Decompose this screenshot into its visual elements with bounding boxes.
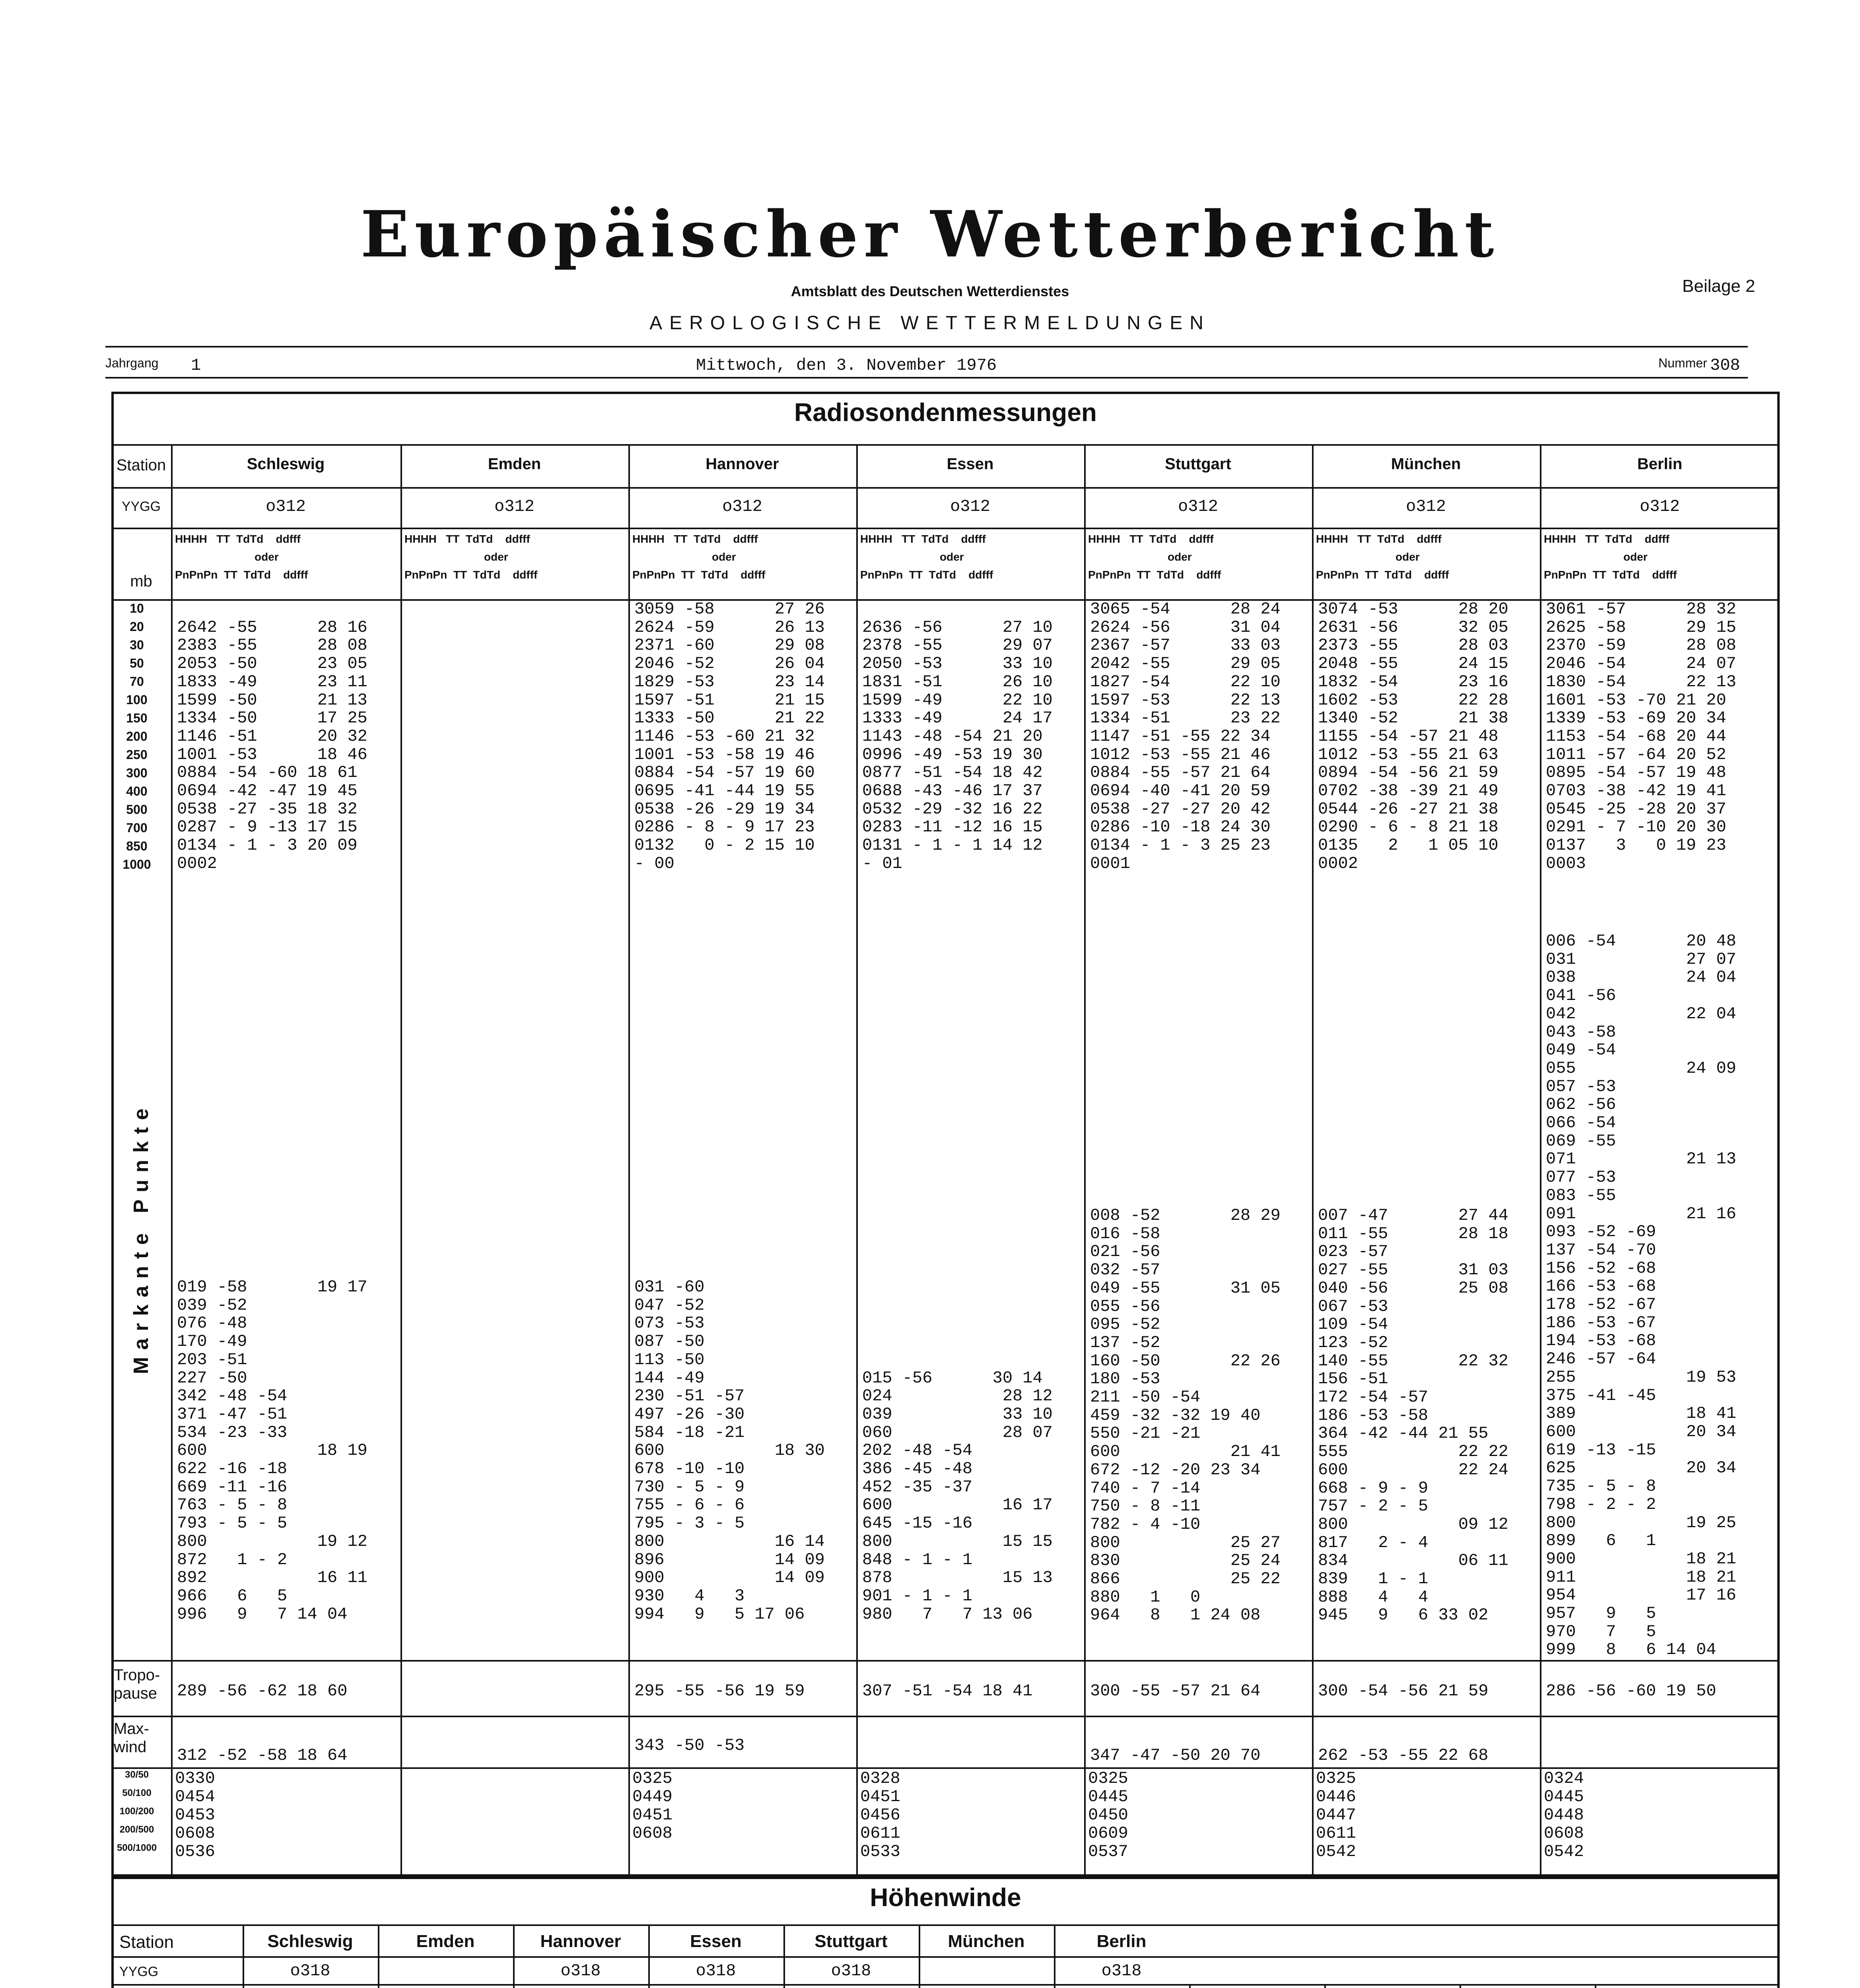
hw-station-name: Berlin [1096, 1932, 1147, 1951]
station-name: Essen [947, 455, 994, 473]
yygg-value: o312 [950, 497, 990, 516]
code-header-oder: oder [940, 551, 964, 563]
marked-points-label: Markante Punkte [130, 1101, 153, 1375]
level-label: 30 [130, 638, 144, 652]
yygg-value: o312 [722, 497, 762, 516]
shear-values: 0325 0445 0450 0609 0537 [1088, 1769, 1128, 1861]
col-divider [1324, 1984, 1326, 1988]
maxwind: 262 -53 -55 22 68 [1318, 1746, 1489, 1765]
tropopause: 295 -55 -56 19 59 [634, 1681, 805, 1701]
station-name: Emden [488, 455, 541, 473]
code-header: PnPnPn TT TdTd ddfff [860, 569, 993, 581]
code-header-oder: oder [484, 551, 508, 563]
col-divider [628, 444, 630, 1877]
jahrgang-label: Jahrgang [105, 356, 159, 370]
marked-points: 031 -60 047 -52 073 -53 087 -50 113 -50 144 -49 230 -51 -57 497 -26 -30 584 -18 -21 600 18 30 678 -10 -10 730 - 5 - 9 755 - 6 - 6 795 - 3 - 5 800 16 14 896 14 09 900 14 09 930 4 3 994 9 5 17 06 [634, 1277, 825, 1624]
marked-points: 019 -58 19 17 039 -52 076 -48 170 -49 203 -51 227 -50 342 -48 -54 371 -47 -51 534 -23 -33 600 18 19 622 -16 -18 669 -11 -16 763 - 5 - 8 793 - 5 - 5 800 19 12 872 1 - 2 892 16 11 966 6 5 996 9 7 14 04 [177, 1277, 367, 1624]
code-header-oder: oder [1395, 551, 1420, 563]
hw-yygg: o318 [290, 1961, 330, 1980]
yygg-value: o312 [1406, 497, 1446, 516]
tropopause: 300 -54 -56 21 59 [1318, 1681, 1489, 1701]
hw-station-label: Station [119, 1932, 174, 1952]
col-divider [1595, 1984, 1596, 1988]
section-title: AEROLOGISCHE WETTERMELDUNGEN [649, 313, 1211, 334]
code-header-oder: oder [1623, 551, 1648, 563]
col-divider [171, 444, 173, 1877]
marked-points: 008 -52 28 29 016 -58 021 -56 032 -57 049 -55 31 05 055 -56 095 -52 137 -52 160 -50 22 26 180 -53 211 -50 -54 459 -32 -32 19 40 550 -21 -21 600 21 41 672 -12 -20 23 34 740 - 7 -14 750 - 8 -11 782 - 4 -10 800 25 27 830 25 24 866 25 22 880 1 0 964 8 1 24 08 [1090, 1206, 1281, 1625]
std-levels: 3059 -58 27 26 2624 -59 26 13 2371 -60 29 08 2046 -52 26 04 1829 -53 23 14 1597 -51 21 15 1333 -50 21 22 1146 -53 -60 21 32 1001 -53 -58 19 46 0884 -54 -57 19 60 0695 -41 -44 19 55 0538 -26 -29 19 34 0286 - 8 - 9 17 23 0132 0 - 2 15 10 - 00 [634, 600, 825, 873]
code-header: PnPnPn TT TdTd ddfff [175, 569, 308, 581]
std-levels: 3061 -57 28 32 2625 -58 29 15 2370 -59 28 08 2046 -54 24 07 1830 -54 22 13 1601 -53 -70 21 20 1339 -53 -69 20 34 1153 -54 -68 20 44 1011 -57 -64 20 52 0895 -54 -57 19 48 0703 -38 -42 19 41 0545 -25 -28 20 37 0291 - 7 -10 20 30 0137 3 0 19 23 0003 [1546, 600, 1736, 873]
shear-values: 0330 0454 0453 0608 0536 [175, 1769, 215, 1861]
shear-label: 500/1000 [117, 1842, 157, 1853]
col-divider [856, 444, 858, 1877]
rule [111, 1984, 1780, 1986]
code-header: PnPnPn TT TdTd ddfff [632, 569, 766, 581]
level-label: 50 [130, 656, 144, 670]
tropopause: 286 -56 -60 19 50 [1546, 1681, 1716, 1701]
shear-values: 0324 0445 0448 0608 0542 [1544, 1769, 1584, 1861]
rule [111, 1767, 1780, 1769]
shear-label: 200/500 [119, 1824, 154, 1835]
code-header: HHHH TT TdTd ddfff [1544, 533, 1670, 545]
station-name: Hannover [706, 455, 779, 473]
shear-values: 0325 0449 0451 0608 [632, 1769, 672, 1843]
code-header: HHHH TT TdTd ddfff [860, 533, 986, 545]
station-row-label: Station [116, 456, 166, 474]
maxwind: 343 -50 -53 [634, 1736, 745, 1755]
hw-station-name: Hannover [540, 1932, 621, 1951]
level-label: 100 [126, 693, 148, 707]
code-header: PnPnPn TT TdTd ddfff [1544, 569, 1677, 581]
rule [111, 1924, 1780, 1926]
shear-values: 0325 0446 0447 0611 0542 [1316, 1769, 1356, 1861]
col-divider [1084, 444, 1086, 1877]
maxwind-label: Max- wind [114, 1720, 149, 1756]
rule [111, 1956, 1780, 1958]
shear-label: 100/200 [119, 1806, 154, 1817]
header-rule-bottom [105, 377, 1748, 379]
hoehenwinde-heading: Höhenwinde [870, 1883, 1021, 1912]
code-header: PnPnPn TT TdTd ddfff [404, 569, 538, 581]
hw-yygg: o318 [1101, 1961, 1142, 1980]
rule [111, 528, 1780, 529]
rule [111, 1716, 1780, 1717]
col-divider [1460, 1984, 1461, 1988]
level-label: 250 [126, 747, 148, 762]
yygg-value: o312 [266, 497, 306, 516]
code-header: PnPnPn TT TdTd ddfff [1088, 569, 1221, 581]
yygg-row-label: YYGG [121, 499, 161, 514]
marked-points: 015 -56 30 14 024 28 12 039 33 10 060 28 07 202 -48 -54 386 -45 -48 452 -35 -37 600 16 17 645 -15 -16 800 15 15 848 - 1 - 1 878 15 13 901 - 1 - 1 980 7 7 13 06 [862, 1368, 1053, 1624]
std-levels: 2642 -55 28 16 2383 -55 28 08 2053 -50 23 05 1833 -49 23 11 1599 -50 21 13 1334 -50 17 25 1146 -51 20 32 1001 -53 18 46 0884 -54 -60 18 61 0694 -42 -47 19 45 0538 -27 -35 18 32 0287 - 9 -13 17 15 0134 - 1 - 3 20 09 0002 [177, 617, 367, 873]
level-label: 70 [130, 674, 144, 689]
yygg-value: o312 [1640, 497, 1680, 516]
station-name: Berlin [1637, 455, 1683, 473]
maxwind: 312 -52 -58 18 64 [177, 1746, 348, 1765]
code-header-oder: oder [1168, 551, 1192, 563]
level-label: 200 [126, 729, 148, 744]
code-header: HHHH TT TdTd ddfff [632, 533, 758, 545]
nummer-label: Nummer [1658, 356, 1707, 370]
yygg-value: o312 [1178, 497, 1218, 516]
level-label: 1000 [122, 857, 151, 872]
issue-date: Mittwoch, den 3. November 1976 [696, 356, 997, 375]
tropopause-label: Tropo- pause [114, 1666, 160, 1702]
rule [111, 444, 1780, 446]
std-levels: 3065 -54 28 24 2624 -56 31 04 2367 -57 33 03 2042 -55 29 05 1827 -54 22 10 1597 -53 22 13 1334 -51 23 22 1147 -51 -55 22 34 1012 -53 -55 21 46 0884 -55 -57 21 64 0694 -40 -41 20 59 0538 -27 -27 20 42 0286 -10 -18 24 30 0134 - 1 - 3 25 23 0001 [1090, 600, 1281, 873]
level-label: 500 [126, 802, 148, 817]
hw-yygg-label: YYGG [119, 1964, 159, 1979]
std-levels: 2636 -56 27 10 2378 -55 29 07 2050 -53 33 10 1831 -51 26 10 1599 -49 22 10 1333 -49 24 17 1143 -48 -54 21 20 0996 -49 -53 19 30 0877 -51 -54 18 42 0688 -43 -46 17 37 0532 -29 -32 16 22 0283 -11 -12 16 15 0131 - 1 - 1 14 12 - 01 [862, 617, 1053, 873]
marked-points: 006 -54 20 48 031 27 07 038 24 04 041 -56 042 22 04 043 -58 049 -54 055 24 09 057 -53 062 -56 066 -54 069 -55 071 21 13 077 -53 083 -55 091 21 16 093 -52 -69 137 -54 -70 156 -52 -68 166 -53 -68 178 -52 -67 186 -53 -67 194 -53 -68 246 -57 -64 255 19 53 375 -41 -45 389 18 41 600 20 34 619 -13 -15 625 20 34 735 - 5 - 8 798 - 2 - 2 800 19 25 899 6 1 900 18 21 911 18 21 954 17 16 957 9 5 970 7 5 999 8 6 14 04 [1546, 932, 1736, 1660]
hw-yygg: o318 [831, 1961, 871, 1980]
level-label: 700 [126, 821, 148, 835]
station-name: München [1391, 455, 1461, 473]
newspaper-title: Europäischer Wetterbericht [360, 197, 1500, 272]
code-header: HHHH TT TdTd ddfff [175, 533, 301, 545]
station-name: Stuttgart [1165, 455, 1231, 473]
code-header-oder: oder [712, 551, 736, 563]
col-divider [1540, 444, 1541, 1877]
shear-values: 0328 0451 0456 0611 0533 [860, 1769, 900, 1861]
rule [111, 487, 1780, 489]
level-label: 300 [126, 766, 148, 780]
col-divider [1312, 444, 1314, 1877]
hw-yygg: o318 [560, 1961, 601, 1980]
mb-label: mb [130, 573, 152, 590]
shear-label: 50/100 [122, 1788, 152, 1798]
rule [111, 1660, 1780, 1662]
hw-yygg: o318 [696, 1961, 736, 1980]
jahrgang-value: 1 [191, 356, 201, 375]
code-header: HHHH TT TdTd ddfff [1088, 533, 1214, 545]
nummer-value: 308 [1710, 356, 1740, 375]
hw-station-name: Essen [690, 1932, 742, 1951]
header-rule-top [105, 346, 1748, 348]
hw-station-name: Emden [416, 1932, 475, 1951]
level-label: 10 [130, 601, 144, 615]
marked-points: 007 -47 27 44 011 -55 28 18 023 -57 027 -55 31 03 040 -56 25 08 067 -53 109 -54 123 -52 140 -55 22 32 156 -51 172 -54 -57 186 -53 -58 364 -42 -44 21 55 555 22 22 600 22 24 668 - 9 - 9 757 - 2 - 5 800 09 12 817 2 - 4 834 06 11 839 1 - 1 888 4 4 945 9 6 33 02 [1318, 1206, 1508, 1625]
tropopause: 300 -55 -57 21 64 [1090, 1681, 1261, 1701]
code-header: PnPnPn TT TdTd ddfff [1316, 569, 1449, 581]
maxwind: 347 -47 -50 20 70 [1090, 1746, 1261, 1765]
yygg-value: o312 [494, 497, 534, 516]
level-label: 150 [126, 711, 148, 725]
code-header: HHHH TT TdTd ddfff [1316, 533, 1442, 545]
station-name: Schleswig [247, 455, 325, 473]
col-divider [1189, 1984, 1191, 1988]
hw-station-name: Stuttgart [814, 1932, 888, 1951]
hw-station-name: Schleswig [267, 1932, 353, 1951]
beilage-label: Beilage 2 [1682, 276, 1755, 296]
hw-station-name: München [948, 1932, 1025, 1951]
level-label: 850 [126, 839, 148, 853]
shear-label: 30/50 [124, 1769, 149, 1780]
level-label: 20 [130, 619, 144, 634]
code-header-oder: oder [255, 551, 279, 563]
code-header: HHHH TT TdTd ddfff [404, 533, 530, 545]
col-divider [400, 444, 402, 1877]
subtitle: Amtsblatt des Deutschen Wetterdienstes [791, 283, 1069, 299]
tropopause: 289 -56 -62 18 60 [177, 1681, 348, 1701]
std-levels: 3074 -53 28 20 2631 -56 32 05 2373 -55 28 03 2048 -55 24 15 1832 -54 23 16 1602 -53 22 28 1340 -52 21 38 1155 -54 -57 21 48 1012 -53 -55 21 63 0894 -54 -56 21 59 0702 -38 -39 21 49 0544 -26 -27 21 38 0290 - 6 - 8 21 18 0135 2 1 05 10 0002 [1318, 600, 1508, 873]
tropopause: 307 -51 -54 18 41 [862, 1681, 1033, 1701]
level-label: 400 [126, 784, 148, 798]
radiosonde-heading: Radiosondenmessungen [794, 398, 1097, 427]
